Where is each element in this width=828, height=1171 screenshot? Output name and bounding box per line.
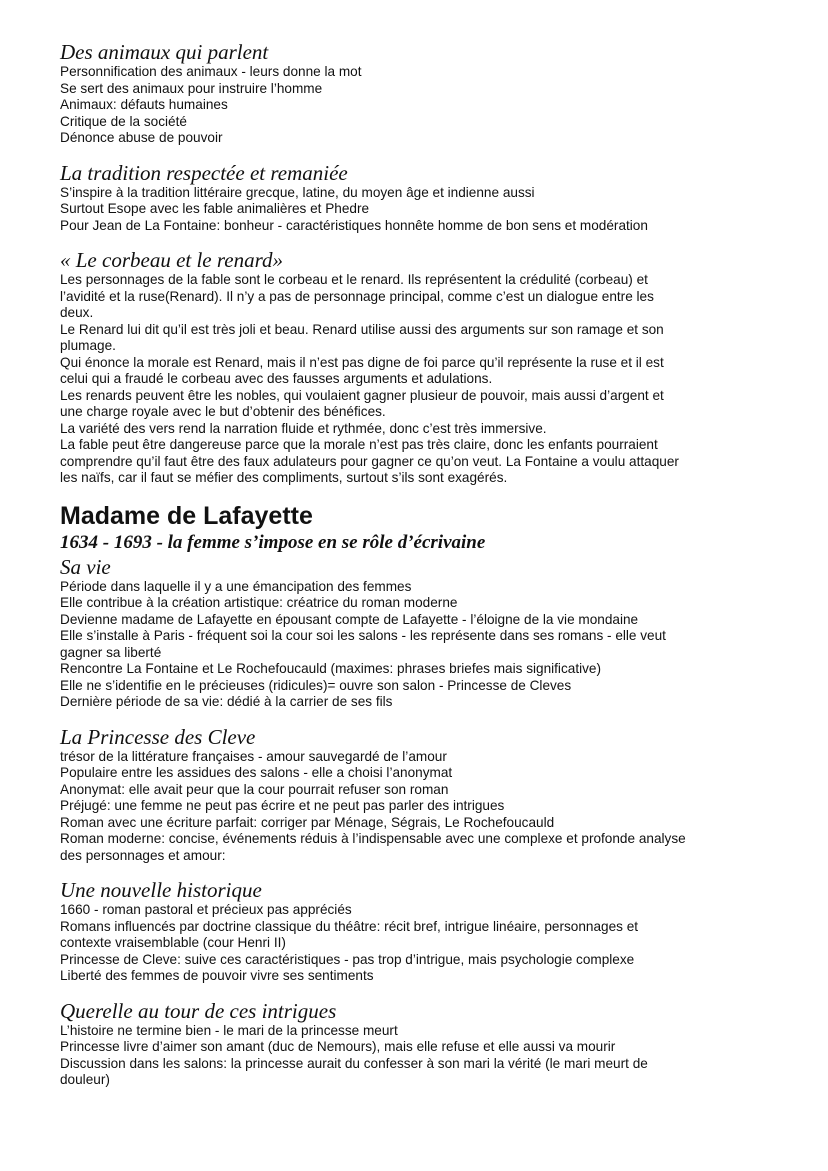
text-line: des personnages et amour:: [60, 847, 226, 863]
author-header: [60, 501, 780, 555]
text-line: Princesse de Cleve: suive ces caractéristiques - pas trop d’intrigue, mais psychologie complexe: [60, 951, 635, 967]
text-line: Roman avec une écriture parfait: corriger par Ménage, Ségrais, Le Rochefoucauld: [60, 814, 555, 830]
section-body: [60, 272, 780, 487]
author-title: Madame de Lafayette: [60, 501, 313, 530]
text-line: trésor de la littérature françaises - amour sauvegardé de l’amour: [60, 748, 447, 764]
text-line: l’avidité et la ruse(Renard). Il n’y a pas de personnage principal, comme c’est un dialogue entre les: [60, 288, 654, 304]
text-line: Elle ne s’identifie en le précieuses (ridicules)= ouvre son salon - Princesse de Cleves: [60, 677, 572, 693]
text-line: Discussion dans les salons: la princesse aurait du confesser à son mari la vérité (le mari meurt de: [60, 1055, 648, 1071]
text-line: Surtout Esope avec les fable animalières et Phedre: [60, 201, 370, 216]
section-heading: Querelle au tour de ces intrigues: [60, 998, 337, 1023]
section-heading: Sa vie: [60, 554, 111, 579]
author-subtitle: 1634 - 1693 - la femme s’impose en se rôle d’écrivaine: [60, 531, 486, 553]
section-heading: « Le corbeau et le renard»: [60, 248, 283, 272]
text-line: Elle s’installe à Paris - fréquent soi la cour soi les salons - les représente dans ses romans - elle veut: [60, 628, 666, 643]
text-line: La fable peut être dangereuse parce que la morale n’est pas très claire, donc les enfants pourraient: [60, 437, 658, 452]
text-line: Animaux: défauts humaines: [60, 97, 228, 112]
section: [60, 999, 780, 1089]
section-body: [60, 185, 780, 235]
section-heading: La tradition respectée et remaniée: [60, 160, 348, 185]
section-heading: Une nouvelle historique: [60, 878, 262, 902]
text-line: les naïfs, car il faut se méfier des compliments, surtout s’ils sont exagérés.: [60, 470, 508, 485]
text-line: celui qui a fraudé le corbeau avec des fausses arguments et adulations.: [60, 371, 493, 386]
text-line: Préjugé: une femme ne peut pas écrire et ne peut pas parler des intrigues: [60, 798, 505, 813]
section: [60, 248, 780, 487]
text-line: Les renards peuvent être les nobles, qui voulaient gagner plusieur de pouvoir, mais aussi d’argent et: [60, 387, 664, 403]
section-body: [60, 902, 780, 985]
text-line: Princesse livre d’aimer son amant (duc de Nemours), mais elle refuse et elle aussi va mourir: [60, 1039, 616, 1054]
text-line: Dénonce abuse de pouvoir: [60, 130, 223, 145]
section: [60, 161, 780, 235]
fables-part: [60, 40, 780, 487]
text-line: Se sert des animaux pour instruire l’homme: [60, 80, 323, 96]
text-line: gagner sa liberté: [60, 644, 162, 660]
section: [60, 878, 780, 985]
section-body: [60, 64, 780, 147]
section-body: [60, 749, 780, 865]
section: [60, 555, 780, 711]
section: [60, 725, 780, 865]
text-line: Elle contribue à la création artistique: créatrice du roman moderne: [60, 595, 458, 610]
text-line: Romans influencés par doctrine classique du théâtre: récit bref, intrigue linéaire, personnages et: [60, 918, 639, 934]
text-line: Rencontre La Fontaine et Le Rochefoucauld (maximes: phrases briefes mais significative): [60, 661, 601, 676]
text-line: Personnification des animaux - leurs donne la mot: [60, 64, 362, 79]
text-line: Dernière période de sa vie: dédié à la carrier de ses fils: [60, 694, 393, 709]
text-line: Roman moderne: concise, événements réduis à l’indispensable avec une complexe et profonde analyse: [60, 831, 686, 846]
text-line: Les personnages de la fable sont le corbeau et le renard. Ils représentent la crédulité (corbeau) et: [60, 272, 648, 287]
text-line: S’inspire à la tradition littéraire grecque, latine, du moyen âge et indienne aussi: [60, 184, 535, 200]
text-line: Période dans laquelle il y a une émancipation des femmes: [60, 578, 412, 594]
section-heading: Des animaux qui parlent: [60, 40, 269, 64]
text-line: Devienne madame de Lafayette en épousant compte de Lafayette - l’éloigne de la vie mondaine: [60, 611, 639, 627]
text-line: Qui énonce la morale est Renard, mais il n’est pas digne de foi parce qu’il représente la ruse et il est: [60, 354, 664, 370]
text-line: La variété des vers rend la narration fluide et rythmée, donc c’est très immersive.: [60, 420, 547, 436]
text-line: Liberté des femmes de pouvoir vivre ses sentiments: [60, 968, 374, 983]
lafayette-part: [60, 555, 780, 1089]
text-line: Le Renard lui dit qu’il est très joli et beau. Renard utilise aussi des arguments sur son ramage et son: [60, 321, 664, 337]
text-line: une charge royale avec le but d’obtenir des bénéfices.: [60, 404, 386, 419]
section-heading: La Princesse des Cleve: [60, 724, 256, 749]
text-line: deux.: [60, 305, 94, 320]
document-page: [60, 40, 780, 1103]
text-line: Pour Jean de La Fontaine: bonheur - caractéristiques honnête homme de bon sens et modération: [60, 217, 648, 233]
text-line: Populaire entre les assidues des salons - elle a choisi l’anonymat: [60, 765, 453, 780]
text-line: plumage.: [60, 338, 116, 353]
text-line: L’histoire ne termine bien - le mari de la princesse meurt: [60, 1022, 398, 1038]
text-line: 1660 - roman pastoral et précieux pas appréciés: [60, 902, 352, 917]
text-line: douleur): [60, 1072, 110, 1087]
section-body: [60, 1023, 780, 1089]
section: [60, 40, 780, 147]
text-line: Anonymat: elle avait peur que la cour pourrait refuser son roman: [60, 781, 449, 797]
text-line: comprendre qu’il faut être des faux adulateurs pour gagner ce qu’on veut. La Fontaine a voulu attaquer: [60, 453, 679, 469]
text-line: Critique de la société: [60, 113, 187, 129]
text-line: contexte vraisemblable (cour Henri II): [60, 935, 286, 950]
section-body: [60, 579, 780, 711]
